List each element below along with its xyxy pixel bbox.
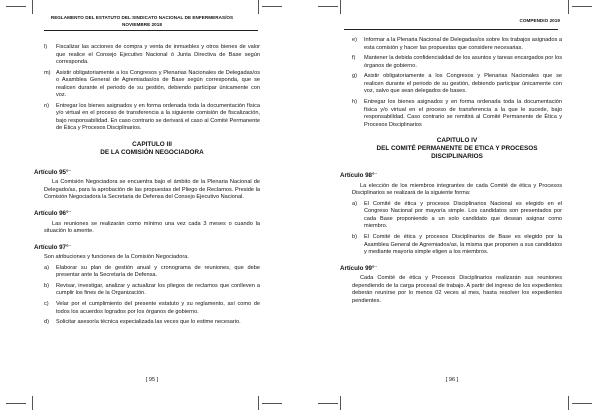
crop-mark	[32, 0, 33, 14]
crop-mark	[262, 403, 282, 404]
list-item: l) Fiscalizar las acciones de compra y venta de inmuebles y otros bienes de valor que realice el Consejo Ejecutivo Nacional ó Junta Directiva de Base según corresponda.	[44, 44, 260, 65]
crop-mark	[318, 6, 338, 7]
article-heading: Artículo 98°.-	[340, 170, 377, 180]
crop-mark	[572, 403, 592, 404]
chapter-heading	[352, 137, 562, 161]
page-number: [ 96 ]	[445, 377, 459, 383]
items-bottom-list	[352, 201, 562, 257]
crop-mark	[258, 0, 259, 14]
list-item: m) Asistir obligatoriamente a los Congresos y Plenarias Nacionales de Delegadas/os o Asamblea General de Agremiadas/os de Base según corresponda, que se realicen durante el periodo de su gestión, debiendo participar únicamente con voz.	[44, 69, 260, 99]
crop-mark	[340, 396, 341, 410]
chapter-number: CAPITULO IV	[436, 137, 478, 145]
list-item: d) Solicitar asesoría técnica especializada las veces que lo estime necesario.	[44, 319, 241, 326]
list-item: n) Entregar los bienes asignados y en forma ordenada toda la documentación física y/o virtual en el proceso de transferencia a la siguiente comisión de fiscalización, bajo responsabilidad. En caso contrario se derivará el caso al Comité Permanente de Ética y Procesos Disciplinarios.	[44, 102, 260, 132]
header-line-2: NOVIEMBRE 2018	[121, 21, 163, 27]
right-body	[340, 37, 562, 308]
left-body	[34, 44, 260, 330]
chapter-title: DEL COMITÉ PERMANENTE DE ETICA Y PROCESOS	[376, 145, 538, 153]
crop-mark	[32, 396, 33, 410]
list-item: a) El Comité de ética y procesos Disciplinarios Nacional es elegido en el Congreso Nacional por mayoría simple. Los candidatos son presentados por cada Base proponiendo a un solo candidato que desean asignar como miembro.	[352, 200, 562, 230]
page-number: [ 95 ]	[145, 377, 159, 383]
running-header	[44, 15, 240, 28]
chapter-heading	[44, 141, 260, 157]
article-heading: Artículo 97°.-	[34, 241, 71, 251]
article-heading: Artículo 99°.-	[340, 262, 377, 272]
article-heading: Artículo 95°.-	[34, 166, 71, 176]
crop-mark	[6, 6, 26, 7]
list-item: b) El Comité de ética y procesos Disciplinarios de Base es elegido por la Asamblea General de Agremiados/as, la misma que proponen a sus candidatos y mediante mayoría simple eligen a los miembros.	[352, 234, 562, 255]
list-item: b) Revisar, investigar, analizar y actualizar los pliegos de reclamos que conlleven a cumplir los fines de la Organización.	[44, 282, 260, 297]
crop-mark	[340, 0, 341, 14]
article-text: Cada Comité de ética y Procesos Disciplinarios realizarán sus reuniones dependiendo de la carga procesal de trabajo. A partir del ingreso de los expedientes deberán reunirse por lo menos 02 veces al mes, hasta resolver los expedientes pendientes.	[352, 275, 562, 304]
list-item: g) Asistir obligatoriamente a los Congresos y Plenarias Nacionales que se realicen durante el periodo de su gestión, debiendo participar únicamente con voz, salvo que sean delegados de bases.	[352, 73, 562, 95]
crop-mark	[568, 0, 569, 14]
items-top-list	[352, 37, 562, 129]
article-text: Las reuniones se realizarán como mínimo una vez cada 3 meses o cuando la situación lo amerite.	[44, 220, 260, 234]
list-item: f) Mantener la debida confidencialidad de los asuntos y tareas encargados por los órganos de gobierno.	[352, 55, 562, 69]
list-item: c) Velar por el cumplimiento del presente estatuto y su reglamento, así como de todos los acuerdos logrados por los órganos de gobierno.	[44, 301, 260, 315]
running-header: COMPENDIO 2019	[519, 18, 560, 23]
article-heading: Artículo 96°.-	[34, 207, 71, 217]
crop-mark	[568, 396, 569, 410]
chapter-title: DE LA COMISIÓN NEGOCIADORA	[100, 148, 204, 156]
article-text: La Comisión Negociadora se encuentra bajo el ámbito de la Plenaria Nacional de Delegado/as, para la aprobación de las propuestas del Pliego de Reclamos. Preside la Comisión Negociadora la Secretaria de Defensa del Consejo Ejecutivo Nacional.	[44, 179, 260, 201]
article-text: Son atribuciones y funciones de la Comisión Negociadora.	[44, 254, 189, 261]
chapter-number: CAPITULO III	[132, 140, 172, 148]
items-top-list	[44, 44, 260, 133]
right-page	[300, 0, 600, 410]
list-item: h) Entregar los bienes asignados y en forma ordenada toda la documentación física y/o virtual en el proceso de transferencia a la que le sucede, bajo responsabilidad. Caso contrario se remitirá al Comité Permanente de Ética y Procesos Disciplinarios	[352, 99, 562, 128]
crop-mark	[262, 6, 282, 7]
list-item: a) Elaborar su plan de gestión anual y cronograma de reuniones, que debe presentar ante la Secretaría de Defensa.	[44, 264, 260, 279]
header-rule	[344, 29, 558, 30]
crop-mark	[572, 6, 592, 7]
header-line-1: REGLAMENTO DEL ESTATUTO DEL SINDICATO NACIONAL DE ENFERMERAS/OS	[50, 15, 234, 20]
chapter-title: DISCIPLINARIOS	[431, 153, 483, 161]
crop-mark	[318, 403, 338, 404]
items-bottom-list	[44, 265, 260, 327]
article-text: La elección de los miembros integrantes de cada Comité de ética y Procesos Disciplinarios se realizará de la siguiente forma:	[352, 182, 562, 197]
list-item: e) Informar a la Plenaria Nacional de Delegadas/os sobre los trabajos asignados a esta comisión y hacer las propuestas que considere necesarias.	[352, 37, 562, 51]
crop-mark	[6, 403, 26, 404]
crop-mark	[258, 396, 259, 410]
header-rule	[44, 30, 258, 31]
